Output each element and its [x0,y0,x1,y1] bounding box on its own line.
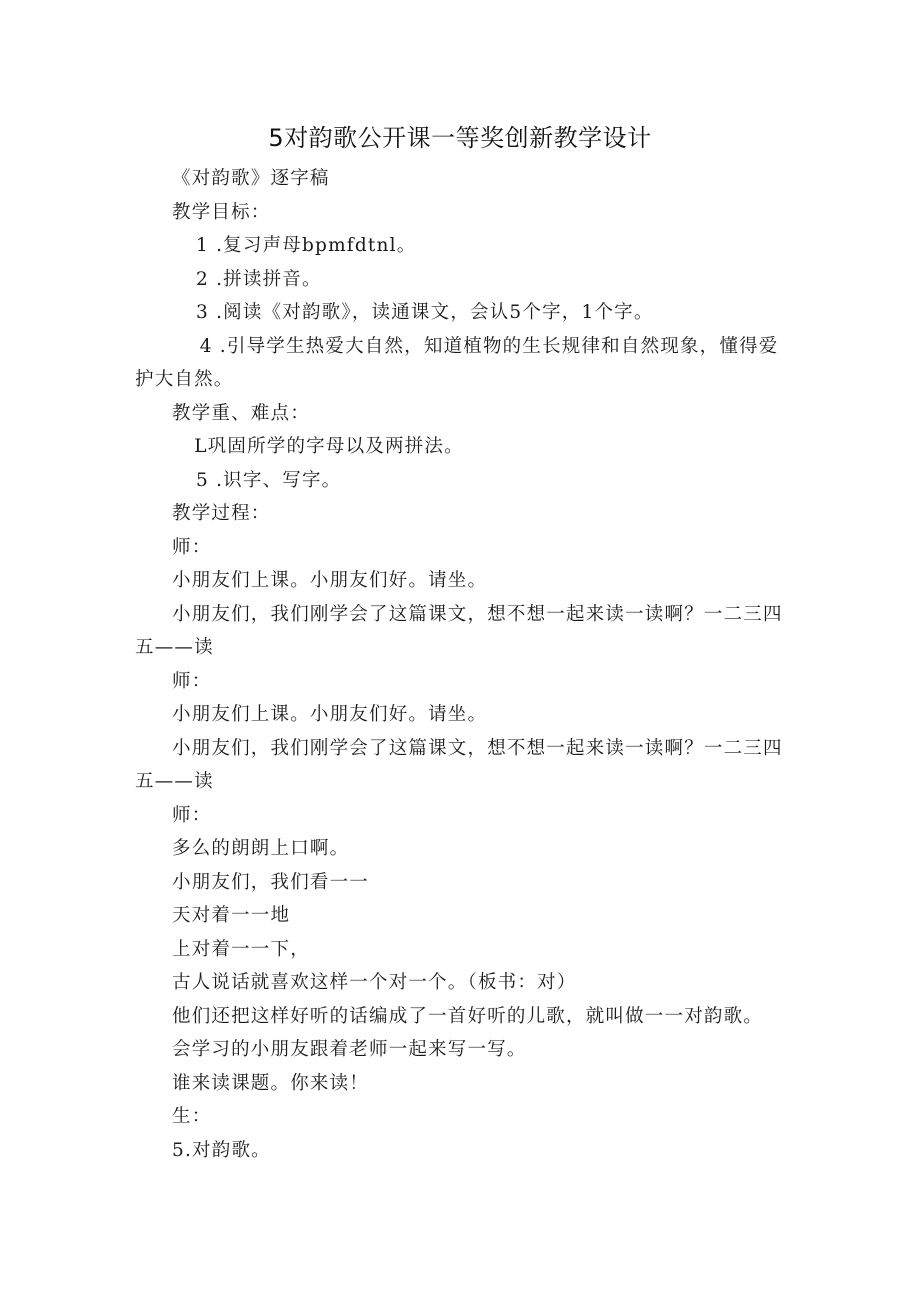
dialogue-line: 小朋友们，我们刚学会了这篇课文，想不想一起来读一读啊？一二三四五——读 [135,603,783,658]
speaker-student: 生： [172,1106,212,1127]
dialogue-line: 小朋友们，我们刚学会了这篇课文，想不想一起来读一读啊？一二三四五——读 [135,737,783,792]
document-body [135,162,795,1167]
section-heading-key-points: 教学重、难点： [172,402,310,424]
dialogue-line: 上对着一一下， [172,938,310,960]
speaker-teacher: 师： [172,804,212,826]
dialogue-line: 天对着一一地 [172,905,291,926]
subtitle-line: 《对韵歌》逐字稿 [172,168,330,189]
dialogue-line: 多么的朗朗上口啊。 [172,838,350,859]
dialogue-line: 小朋友们上课。小朋友们好。请坐。 [172,704,488,725]
dialogue-line: 小朋友们上课。小朋友们好。请坐。 [172,570,488,591]
key-point-2: 5 .识字、写字。 [196,469,342,491]
goal-item-1: 1 .复习声母bpmfdtnl。 [196,235,417,256]
goal-item-2: 2 .拼读拼音。 [196,268,322,290]
dialogue-line: 小朋友们，我们看一一 [172,871,370,893]
dialogue-line: 会学习的小朋友跟着老师一起来写一写。 [172,1039,527,1060]
section-heading-goals: 教学目标： [172,201,271,223]
speaker-teacher: 师： [172,670,212,692]
dialogue-line: 他们还把这样好听的话编成了一首好听的儿歌，就叫做一一对韵歌。 [172,1005,764,1027]
speaker-teacher: 师： [172,536,212,558]
goal-item-4: 4 .引导学生热爱大自然，知道植物的生长规律和自然现象，懂得爱护大自然。 [135,335,779,390]
document-title: 5对韵歌公开课一等奖创新教学设计 [268,124,652,152]
section-heading-process: 教学过程： [172,503,271,524]
goal-item-3: 3 .阅读《对韵歌》，读通课文，会认5个字，1个字。 [196,302,654,323]
key-point-1: L巩固所学的字母以及两拼法。 [194,436,464,457]
dialogue-line: 谁来读课题。你来读！ [172,1072,370,1094]
dialogue-line: 古人说话就喜欢这样一个对一个。（板书：对） [172,972,577,993]
dialogue-line: 5.对韵歌。 [172,1139,271,1161]
